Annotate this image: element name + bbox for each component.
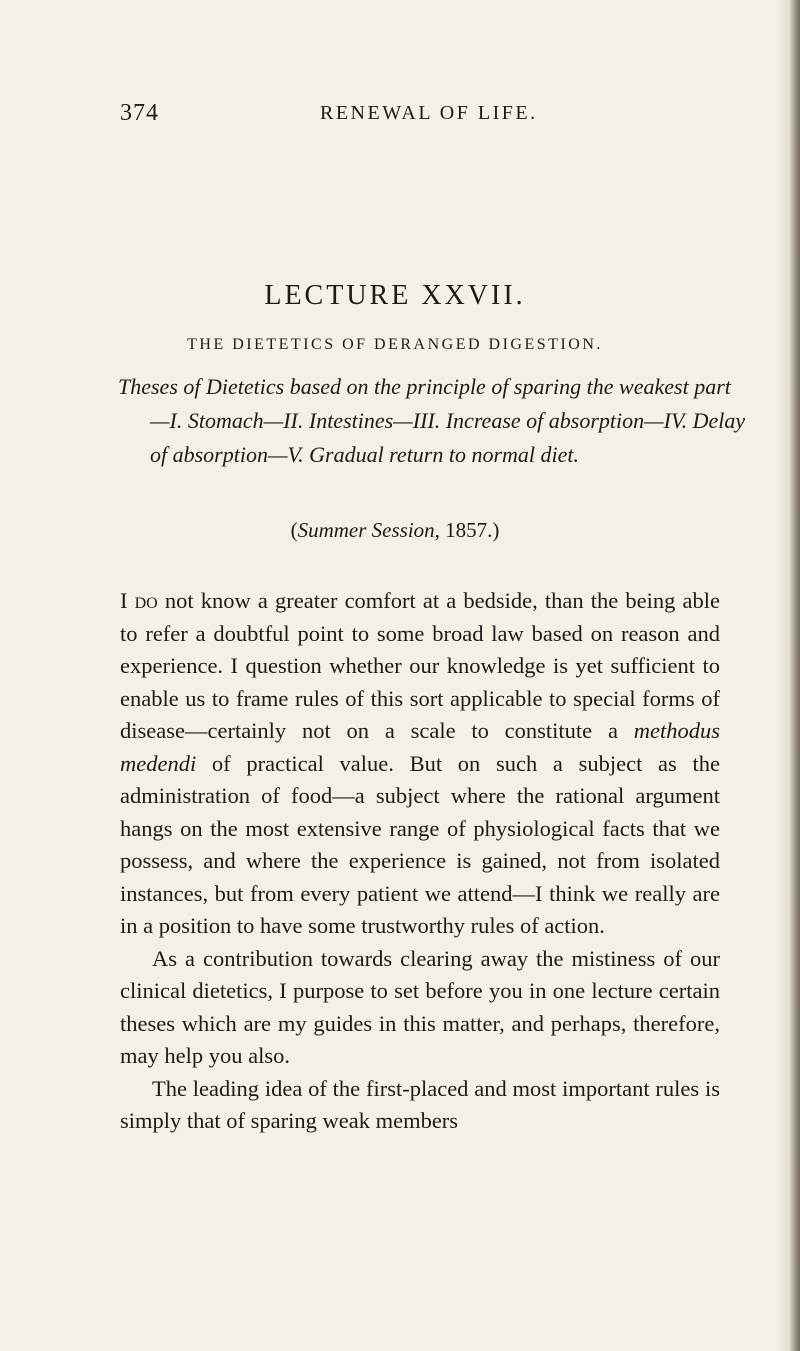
lecture-theses: Theses of Dietetics based on the principle of sparing the weakest part—I. Stomach—II. Intestines—III. Increase of absorption—IV. Delay of absorption—V. Gradual return to normal diet. — [118, 374, 746, 467]
page-number: 374 — [120, 100, 159, 126]
lecture-subtitle: THE DIETETICS OF DERANGED DIGESTION. — [187, 336, 603, 353]
paragraph-1-text-a: not know a greater comfort at a bedside, than the being able to refer a doubtful point to some broad law based on reason and experience. I question whether our knowledge is yet sufficient to enable us to frame rules of this sort applicable to special forms of disease—certainly not on a scale to constitute a — [120, 588, 720, 743]
session-name: Summer Session, — [297, 518, 440, 542]
body-text — [120, 585, 720, 1138]
session-year: 1857.) — [445, 518, 500, 542]
book-edge — [790, 0, 800, 1351]
session-note: (Summer Session, 1857.) — [290, 518, 500, 542]
paragraph-2: As a contribution towards clearing away the mistiness of our clinical dietetics, I purpose to set before you in one lecture certain theses which are my guides in this matter, and perhaps, therefore, may help you also. — [120, 945, 720, 1068]
paragraph-3: The leading idea of the first-placed and most important rules is simply that of sparing weak members — [120, 1075, 720, 1133]
page-header — [120, 100, 760, 140]
lecture-title: LECTURE XXVII. — [264, 280, 526, 311]
page-gutter-shadow — [776, 0, 790, 1351]
drop-cap-words: I do — [120, 588, 158, 613]
running-head: RENEWAL OF LIFE. — [320, 102, 538, 124]
paragraph-1-text-b: of practical value. But on such a subject as the administration of food—a subject where the rational argument hangs on the most extensive range of physiological facts that we possess, and where the experience is gained, not from isolated instances, but from every patient we attend—I think we really are in a position to have some trustworthy rules of action. — [120, 750, 720, 938]
paragraph-1 — [120, 585, 720, 943]
paragraph-1-italic: methodus medendi — [120, 718, 720, 776]
